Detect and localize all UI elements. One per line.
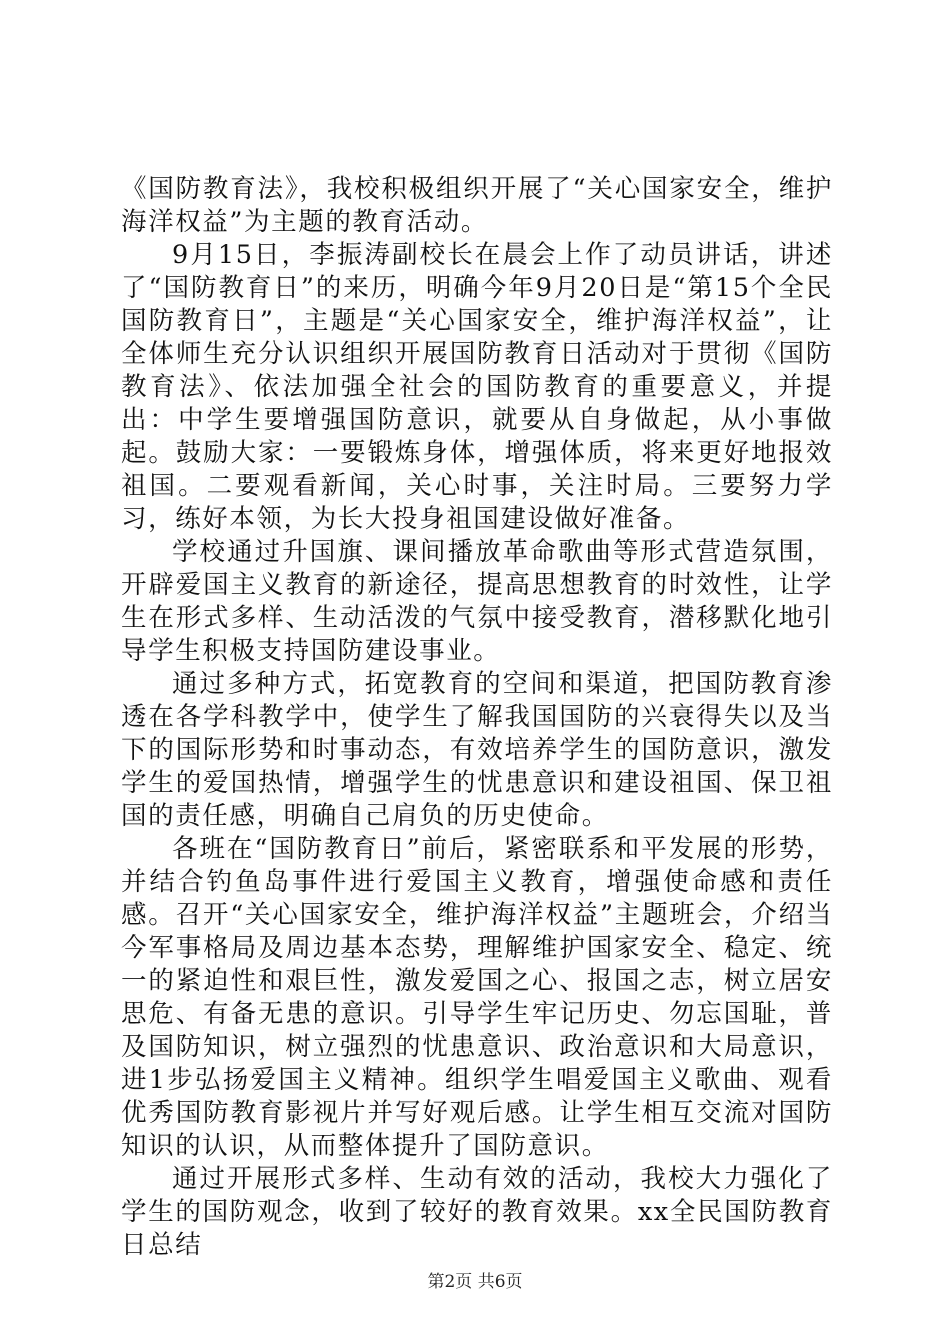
document-body [121,173,833,1262]
paragraph-1: 《国防教育法》，我校积极组织开展了“关心国家安全，维护海洋权益”为主题的教育活动。 [121,174,833,237]
paragraph-2: 9月15日，李振涛副校长在晨会上作了动员讲话，讲述了“国防教育日”的来历，明确今年9月20日是“第15个全民国防教育日”，主题是“关心国家安全，维护海洋权益”，让全体师生充分认识组织开展国防教育日活动对于贯彻《国防教育法》、依法加强全社会的国防教育的重要意义，并提出：中学生要增强国防意识，就要从自身做起，从小事做起。鼓励大家：一要锻炼身体，增强体质，将来更好地报效祖国。二要观看新闻，关心时事，关注时局。三要努力学习，练好本领，为长大投身祖国建设做好准备。 [121,240,833,534]
page-footer: 第2页 共6页 [427,1272,523,1292]
paragraph-4: 通过多种方式，拓宽教育的空间和渠道，把国防教育渗透在各学科教学中，使学生了解我国国防的兴衰得失以及当下的国际形势和时事动态，有效培养学生的国防意识，激发学生的爱国热情，增强学生的忧患意识和建设祖国、保卫祖国的责任感，明确自己肩负的历史使命。 [121,669,833,831]
paragraph-6: 通过开展形式多样、生动有效的活动，我校大力强化了学生的国防观念，收到了较好的教育效果。xx全民国防教育日总结 [121,1164,833,1260]
paragraph-5: 各班在“国防教育日”前后，紧密联系和平发展的形势，并结合钓鱼岛事件进行爱国主义教育，增强使命感和责任感。召开“关心国家安全，维护海洋权益”主题班会，介绍当今军事格局及周边基本态势，理解维护国家安全、稳定、统一的紧迫性和艰巨性，激发爱国之心、报国之志，树立居安思危、有备无患的意识。引导学生牢记历史、勿忘国耻，普及国防知识，树立强烈的忧患意识、政治意识和大局意识，进1步弘扬爱国主义精神。组织学生唱爱国主义歌曲、观看优秀国防教育影视片并写好观后感。让学生相互交流对国防知识的认识，从而整体提升了国防意识。 [121,834,833,1161]
paragraph-3: 学校通过升国旗、课间播放革命歌曲等形式营造氛围，开辟爱国主义教育的新途径，提高思想教育的时效性，让学生在形式多样、生动活泼的气氛中接受教育，潜移默化地引导学生积极支持国防建设事业。 [121,537,833,666]
